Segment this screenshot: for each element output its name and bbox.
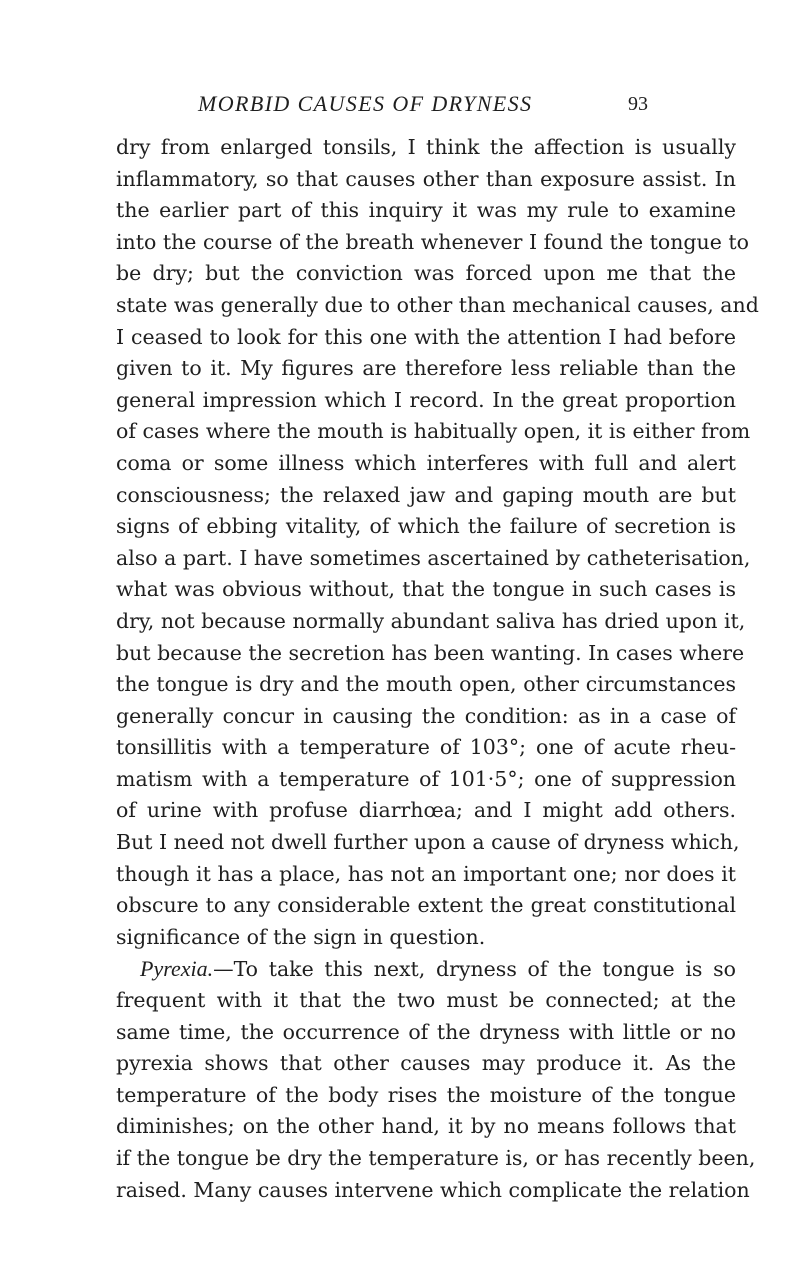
text-line: be dry; but the conviction was forced upon me that the (116, 261, 736, 286)
text-line: of urine with profuse diarrhœa; and I might add others. (116, 798, 736, 823)
text-line: into the course of the breath whenever I found the tongue to (116, 229, 749, 254)
text-line: raised. Many causes intervene which complicate the relation (116, 1177, 750, 1202)
text-line: generally concur in causing the condition: as in a case of (116, 703, 736, 728)
text-line: obscure to any considerable extent the great constitutional (116, 893, 736, 918)
text-line: pyrexia shows that other causes may produce it. As the (116, 1051, 736, 1076)
text-line: signs of ebbing vitality, of which the failure of secretion is (116, 514, 736, 539)
text-line: also a part. I have sometimes ascertained by catheterisation, (116, 545, 751, 570)
text-line: frequent with it that the two must be connected; at the (116, 988, 736, 1013)
text-line: dry from enlarged tonsils, I think the affection is usually (116, 135, 736, 159)
text-line: same time, the occurrence of the dryness with little or no (116, 1019, 736, 1044)
text-line: significance of the sign in question. (116, 924, 486, 949)
text-line: coma or some illness which interferes with full and alert (116, 450, 736, 475)
text-line: tonsillitis with a temperature of 103°; one of acute rheu- (116, 735, 736, 760)
text-line: I ceased to look for this one with the attention I had before (116, 324, 736, 349)
text-line: of cases where the mouth is habitually open, it is either from (116, 419, 751, 444)
running-head-title: MORBID CAUSES OF DRYNESS (198, 91, 533, 116)
text-line: though it has a place, has not an important one; nor does it (116, 861, 736, 886)
text-line: diminishes; on the other hand, it by no means follows that (116, 1114, 736, 1139)
text-line: temperature of the body rises the moisture of the tongue (116, 1082, 736, 1107)
paragraph-first-line (116, 953, 736, 985)
text-line: general impression which I record. In the great proportion (116, 387, 736, 412)
text-line: matism with a temperature of 101·5°; one of suppression (116, 766, 736, 791)
page-number: 93 (628, 93, 648, 115)
text-line: given to it. My figures are therefore less reliable than the (116, 356, 736, 381)
paragraph-first-line-text: —To take this next, dryness of the tongue is so (213, 957, 736, 982)
text-line: state was generally due to other than mechanical causes, and (116, 292, 759, 317)
text-line: but because the secretion has been wanting. In cases where (116, 640, 745, 665)
text-line: consciousness; the relaxed jaw and gaping mouth are but (116, 482, 736, 507)
text-line: what was obvious without, that the tongue in such cases is (116, 577, 736, 602)
text-line: the earlier part of this inquiry it was my rule to examine (116, 198, 736, 223)
text-line: the tongue is dry and the mouth open, other circumstances (116, 672, 736, 697)
text-line: dry, not because normally abundant saliva has dried upon it, (116, 608, 746, 633)
text-line: But I need not dwell further upon a cause of dryness which, (116, 830, 740, 855)
paragraph-heading: Pyrexia. (140, 956, 214, 982)
text-line: inflammatory, so that causes other than exposure assist. In (116, 166, 736, 191)
text-line: if the tongue be dry the temperature is, or has recently been, (116, 1146, 756, 1170)
body-text (116, 132, 759, 1206)
